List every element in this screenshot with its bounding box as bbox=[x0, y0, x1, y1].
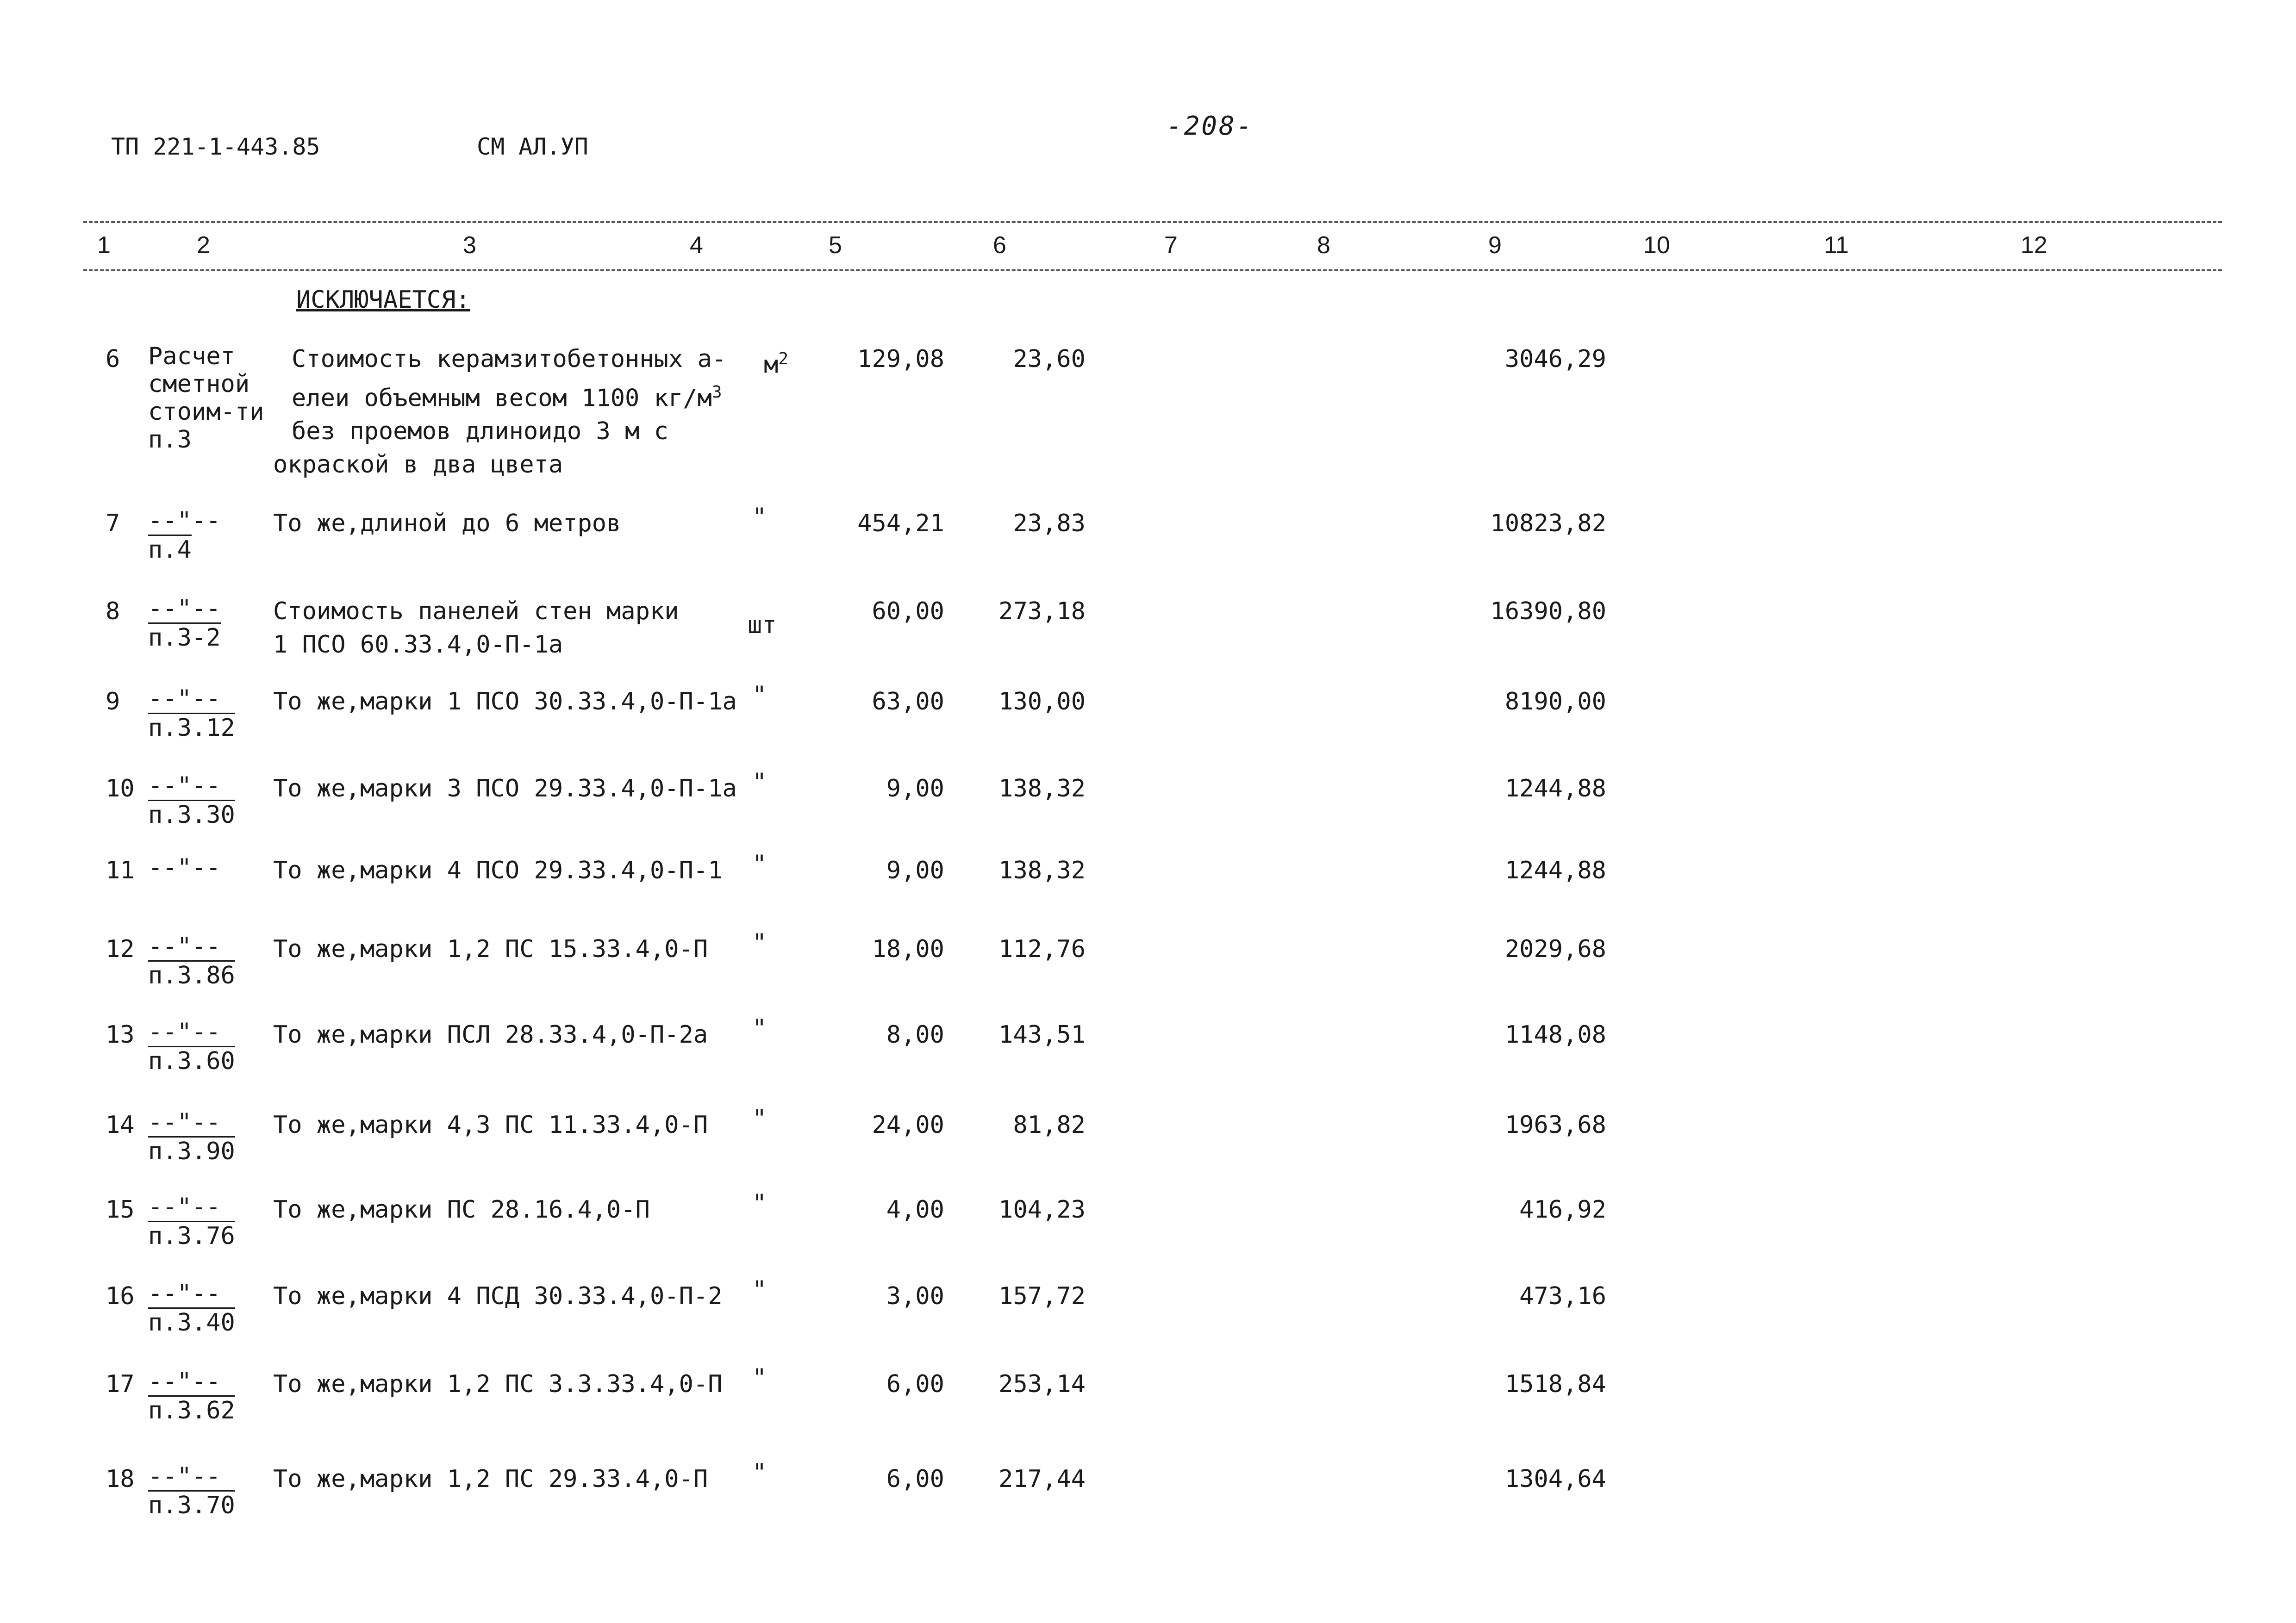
reference-line: п.3.12 bbox=[148, 713, 235, 742]
row-quantity: 454,21 bbox=[857, 510, 944, 537]
row-unit-price: 138,32 bbox=[998, 857, 1086, 884]
row-quantity: 3,00 bbox=[886, 1282, 944, 1310]
unit-text: " bbox=[752, 1459, 767, 1486]
row-unit-price: 81,82 bbox=[1013, 1111, 1086, 1139]
description-line: без проемов длиноидо 3 м с bbox=[292, 417, 668, 446]
document-code: ТП 221-1-443.85 bbox=[111, 133, 320, 160]
column-number: 7 bbox=[1164, 232, 1178, 259]
row-number: 9 bbox=[106, 688, 120, 715]
row-quantity: 4,00 bbox=[886, 1196, 944, 1224]
reference-line: --"-- bbox=[148, 685, 221, 713]
column-number: 11 bbox=[1824, 232, 1849, 259]
unit-text: м bbox=[764, 351, 779, 379]
unit-text: " bbox=[752, 929, 767, 957]
row-total: 8190,00 bbox=[1504, 688, 1606, 715]
column-number: 9 bbox=[1488, 232, 1502, 259]
row-description bbox=[273, 854, 723, 887]
row-quantity: 9,00 bbox=[886, 775, 944, 802]
unit-superscript: 2 bbox=[778, 349, 788, 368]
row-total: 1518,84 bbox=[1504, 1370, 1606, 1398]
row-total: 2029,68 bbox=[1504, 935, 1606, 963]
row-number: 14 bbox=[106, 1111, 135, 1139]
description-line: То же,марки ПСЛ 28.33.4,0-П-2а bbox=[273, 1021, 708, 1049]
description-line: То же,марки 1 ПСО 30.33.4,0-П-1а bbox=[273, 688, 737, 715]
row-description bbox=[273, 933, 708, 966]
column-number: 8 bbox=[1317, 232, 1330, 259]
row-reference bbox=[148, 342, 264, 454]
column-number: 6 bbox=[993, 232, 1006, 259]
row-number: 6 bbox=[106, 345, 120, 373]
row-total: 3046,29 bbox=[1504, 345, 1606, 373]
row-quantity: 18,00 bbox=[872, 935, 944, 963]
reference-line: --"-- bbox=[148, 772, 221, 800]
row-description bbox=[273, 595, 679, 661]
reference-line: п.3.40 bbox=[148, 1307, 235, 1337]
reference-line: п.3.90 bbox=[148, 1136, 235, 1165]
unit-text: " bbox=[752, 1364, 767, 1392]
row-description bbox=[273, 685, 737, 718]
row-unit bbox=[752, 1361, 767, 1394]
reference-line: --"-- bbox=[148, 1368, 221, 1395]
description-line: То же,марки 4,3 ПС 11.33.4,0-П bbox=[273, 1111, 708, 1139]
row-description bbox=[273, 1462, 708, 1496]
row-unit-price: 104,23 bbox=[998, 1196, 1086, 1224]
row-quantity: 6,00 bbox=[886, 1370, 944, 1398]
reference-line: --"-- bbox=[148, 1193, 221, 1221]
reference-line: п.3 bbox=[148, 426, 192, 454]
row-quantity: 24,00 bbox=[872, 1111, 944, 1139]
row-unit bbox=[748, 609, 777, 642]
row-quantity: 60,00 bbox=[872, 597, 944, 625]
description-line: То же,марки 4 ПСО 29.33.4,0-П-1 bbox=[273, 857, 723, 884]
row-total: 416,92 bbox=[1519, 1196, 1606, 1224]
row-description bbox=[273, 1368, 723, 1401]
row-unit bbox=[752, 847, 767, 881]
column-number: 12 bbox=[2021, 232, 2047, 259]
row-number: 10 bbox=[106, 775, 135, 802]
row-reference bbox=[148, 1193, 235, 1250]
row-unit-price: 273,18 bbox=[998, 597, 1086, 625]
row-unit-price: 112,76 bbox=[998, 935, 1086, 963]
reference-line: --"-- bbox=[148, 933, 221, 960]
row-unit-price: 157,72 bbox=[998, 1282, 1086, 1310]
row-unit bbox=[752, 1273, 767, 1306]
page-number: -208- bbox=[1167, 111, 1254, 141]
row-reference bbox=[148, 595, 221, 652]
row-unit bbox=[752, 678, 767, 712]
row-total: 1244,88 bbox=[1504, 857, 1606, 884]
row-reference bbox=[148, 1280, 235, 1337]
row-unit-price: 130,00 bbox=[998, 688, 1086, 715]
reference-line: п.3.70 bbox=[148, 1490, 235, 1519]
table-header-rule bbox=[83, 269, 2222, 271]
row-unit-price: 23,60 bbox=[1013, 345, 1086, 373]
row-quantity: 8,00 bbox=[886, 1021, 944, 1049]
row-description bbox=[273, 1280, 723, 1313]
row-unit-price: 143,51 bbox=[998, 1021, 1086, 1049]
row-total: 16390,80 bbox=[1490, 597, 1606, 625]
row-description bbox=[273, 342, 727, 481]
unit-text: " bbox=[752, 1276, 767, 1304]
album-code: СМ АЛ.УП bbox=[477, 133, 588, 160]
row-total: 1963,68 bbox=[1504, 1111, 1606, 1139]
description-line: То же,марки 4 ПСД 30.33.4,0-П-2 bbox=[273, 1282, 723, 1310]
row-unit-price: 138,32 bbox=[998, 775, 1086, 802]
reference-line: --"-- bbox=[148, 1462, 221, 1490]
column-number: 3 bbox=[463, 232, 476, 259]
description-line: То же,марки 1,2 ПС 15.33.4,0-П bbox=[273, 935, 708, 963]
reference-line: --"-- bbox=[148, 595, 221, 622]
row-reference bbox=[148, 1462, 235, 1519]
reference-line: сметной bbox=[148, 370, 250, 398]
description-line: То же,марки 1,2 ПС 3.3.33.4,0-П bbox=[273, 1370, 723, 1398]
reference-line: п.3-2 bbox=[148, 622, 221, 652]
row-total: 473,16 bbox=[1519, 1282, 1606, 1310]
row-unit-price: 23,83 bbox=[1013, 510, 1086, 537]
row-reference bbox=[148, 933, 235, 989]
reference-line: п.4 bbox=[148, 535, 192, 564]
row-number: 13 bbox=[106, 1021, 135, 1049]
reference-line: стоим-ти bbox=[148, 398, 264, 426]
description-line: Стоимость керамзитобетонных а- bbox=[292, 345, 727, 373]
row-unit bbox=[752, 1187, 767, 1220]
row-description bbox=[273, 1108, 708, 1142]
row-total: 1148,08 bbox=[1504, 1021, 1606, 1049]
column-number: 2 bbox=[197, 232, 210, 259]
description-line: То же,марки ПС 28.16.4,0-П bbox=[273, 1196, 650, 1224]
unit-text: " bbox=[752, 1014, 767, 1042]
row-unit bbox=[752, 765, 767, 799]
unit-superscript: 3 bbox=[711, 383, 722, 402]
row-reference bbox=[148, 854, 221, 882]
description-line: Стоимость панелей стен марки bbox=[273, 597, 679, 625]
column-number: 5 bbox=[829, 232, 842, 259]
column-number: 10 bbox=[1643, 232, 1670, 259]
reference-line: п.3.30 bbox=[148, 800, 235, 829]
row-unit bbox=[752, 1102, 767, 1135]
row-total: 10823,82 bbox=[1490, 510, 1606, 537]
row-total: 1304,64 bbox=[1504, 1465, 1606, 1493]
unit-text: " bbox=[752, 850, 767, 878]
row-quantity: 63,00 bbox=[872, 688, 944, 715]
description-line: 1 ПСО 60.33.4,0-П-1а bbox=[273, 631, 563, 659]
row-description bbox=[273, 507, 621, 540]
reference-line: п.3.62 bbox=[148, 1395, 235, 1424]
column-number: 1 bbox=[97, 232, 111, 259]
row-unit-price: 253,14 bbox=[998, 1370, 1086, 1398]
description-line: То же,марки 3 ПСО 29.33.4,0-П-1а bbox=[273, 775, 737, 802]
row-quantity: 9,00 bbox=[886, 857, 944, 884]
row-reference bbox=[148, 1108, 235, 1165]
row-description bbox=[273, 1193, 650, 1226]
row-reference bbox=[148, 772, 235, 829]
unit-text: " bbox=[752, 1105, 767, 1132]
reference-line: п.3.76 bbox=[148, 1221, 235, 1250]
row-number: 7 bbox=[106, 510, 120, 537]
reference-line: --"-- bbox=[148, 1018, 221, 1046]
row-number: 17 bbox=[106, 1370, 135, 1398]
row-unit bbox=[752, 1012, 767, 1045]
row-number: 16 bbox=[106, 1282, 135, 1310]
row-unit bbox=[764, 342, 788, 381]
row-number: 18 bbox=[106, 1465, 135, 1493]
unit-text: шт bbox=[748, 611, 777, 639]
row-number: 12 bbox=[106, 935, 135, 963]
unit-text: " bbox=[752, 503, 767, 531]
row-reference bbox=[148, 1368, 235, 1424]
row-unit bbox=[752, 1456, 767, 1489]
section-label: ИСКЛЮЧАЕТСЯ: bbox=[296, 286, 470, 314]
row-unit bbox=[752, 926, 767, 959]
row-total: 1244,88 bbox=[1504, 775, 1606, 802]
reference-line: п.3.60 bbox=[148, 1046, 235, 1075]
row-description bbox=[273, 772, 737, 805]
row-description bbox=[273, 1018, 708, 1051]
description-line: То же,длиной до 6 метров bbox=[273, 510, 621, 537]
reference-line: --"-- bbox=[148, 1108, 221, 1136]
reference-line: --"-- bbox=[148, 854, 221, 882]
description-line: елеи объемным весом 1100 кг/м bbox=[292, 384, 712, 412]
column-number: 4 bbox=[690, 232, 703, 259]
table-top-rule bbox=[83, 221, 2222, 223]
reference-line: Расчет bbox=[148, 342, 235, 370]
unit-text: " bbox=[752, 681, 767, 709]
description-line: То же,марки 1,2 ПС 29.33.4,0-П bbox=[273, 1465, 708, 1493]
row-unit bbox=[752, 500, 767, 534]
row-number: 11 bbox=[106, 857, 135, 884]
unit-text: " bbox=[752, 768, 767, 796]
row-reference bbox=[148, 507, 221, 564]
row-reference bbox=[148, 685, 235, 742]
description-line: окраской в два цвета bbox=[273, 451, 563, 479]
row-reference bbox=[148, 1018, 235, 1075]
row-quantity: 129,08 bbox=[857, 345, 944, 373]
row-number: 8 bbox=[106, 597, 120, 625]
row-number: 15 bbox=[106, 1196, 135, 1224]
row-unit-price: 217,44 bbox=[998, 1465, 1086, 1493]
unit-text: " bbox=[752, 1189, 767, 1217]
reference-line: --"-- bbox=[148, 507, 221, 535]
reference-line: п.3.86 bbox=[148, 960, 235, 989]
row-quantity: 6,00 bbox=[886, 1465, 944, 1493]
reference-line: --"-- bbox=[148, 1280, 221, 1307]
